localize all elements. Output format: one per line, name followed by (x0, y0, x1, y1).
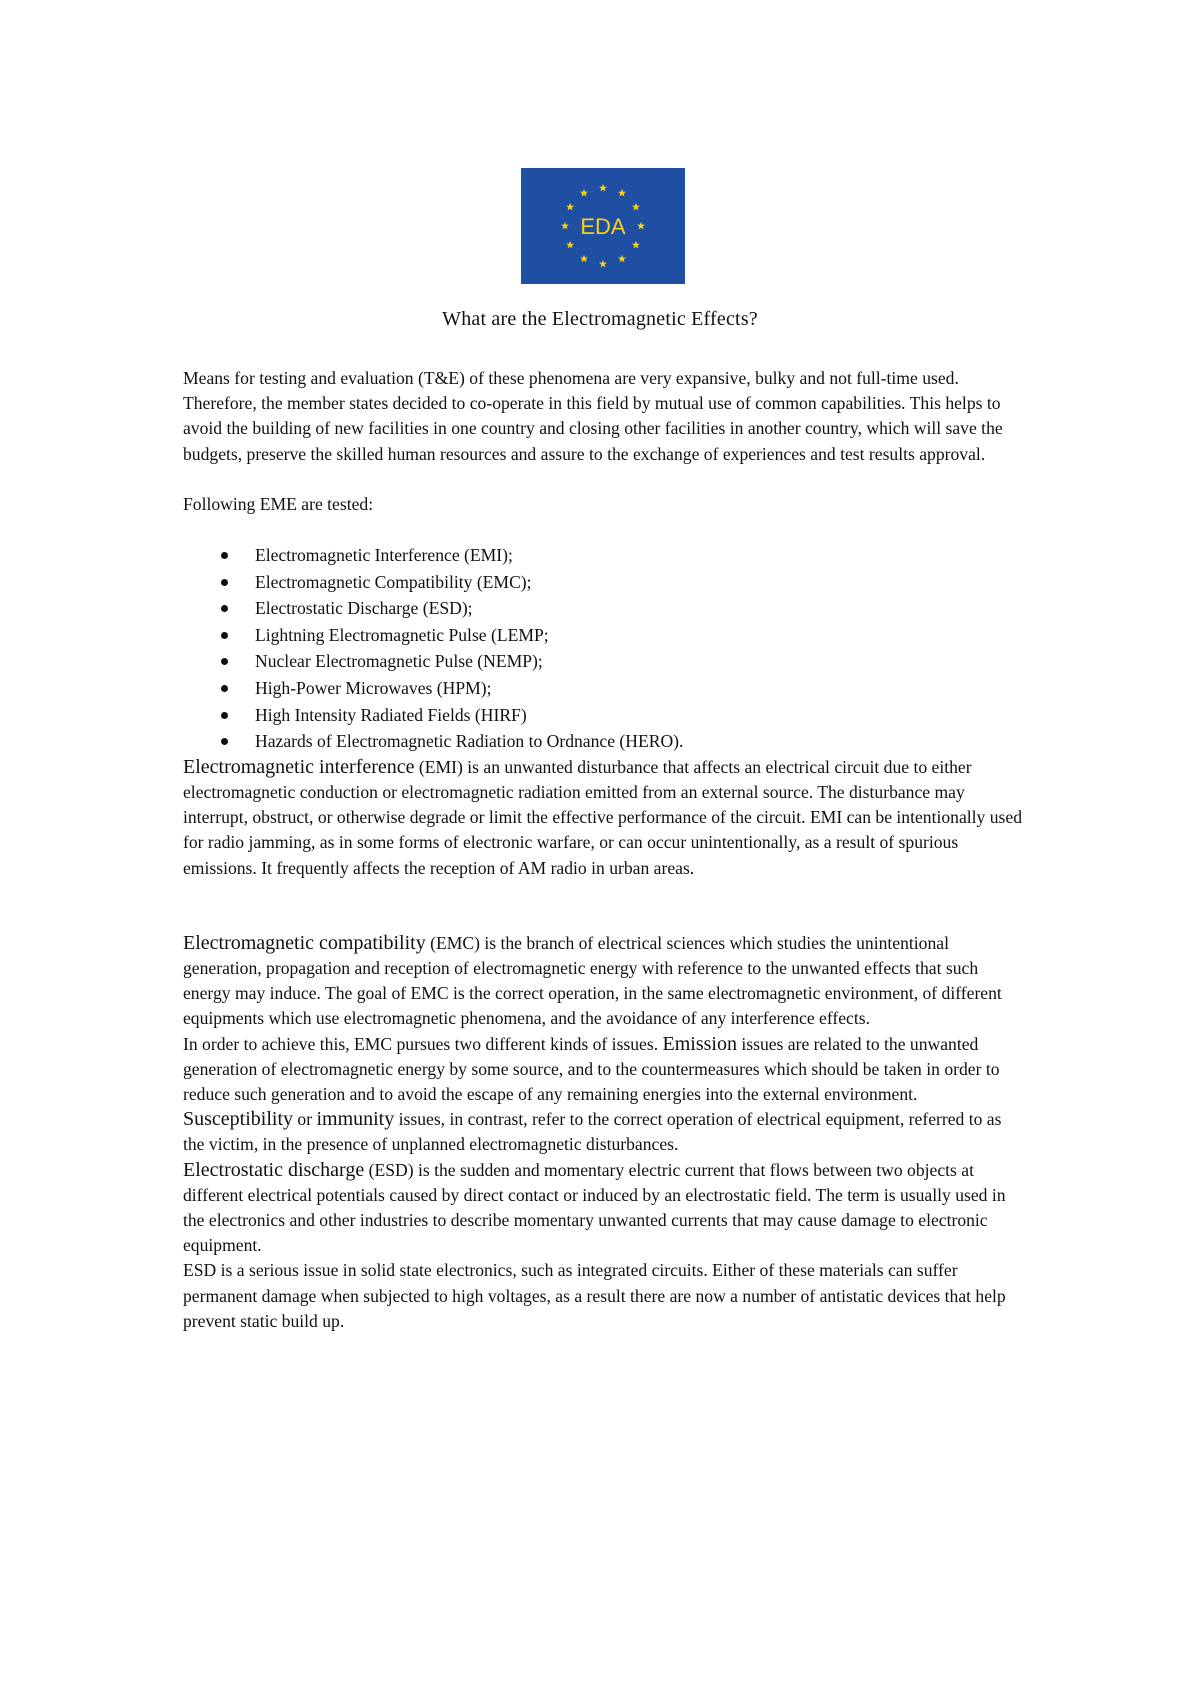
list-item: Nuclear Electromagnetic Pulse (NEMP); (183, 648, 1023, 675)
list-item: Lightning Electromagnetic Pulse (LEMP; (183, 622, 1023, 649)
list-item: Electromagnetic Interference (EMI); (183, 542, 1023, 569)
bullet-icon (221, 738, 228, 745)
bullet-icon (221, 605, 228, 612)
eda-logo (521, 168, 685, 284)
bullet-icon (221, 579, 228, 586)
emi-term: Electromagnetic interference (183, 755, 415, 778)
esd-term: Electrostatic discharge (183, 1158, 365, 1181)
eda-flag-icon (521, 168, 685, 284)
document-body (183, 366, 1023, 1334)
logo-text: EDA (580, 214, 626, 239)
bullet-icon (221, 685, 228, 692)
emission-term: Emission (662, 1032, 737, 1055)
emc-text: (EMC) is the branch of electrical sciences which studies the unintentional generation, propagation and reception of electromagnetic energy with reference to the unwanted effects that such energy may induce. The goal of EMC is the correct operation, in the same electromagnetic environment, of different equipments which use electromagnetic phenomena, and the avoidance of any interference effects. (183, 932, 1002, 1029)
susceptibility-term: Susceptibility (183, 1108, 293, 1131)
list-item: Hazards of Electromagnetic Radiation to Ordnance (HERO). (183, 728, 1023, 755)
list-item: High Intensity Radiated Fields (HIRF) (183, 702, 1023, 729)
emi-text: (EMI) is an unwanted disturbance that affects an electrical circuit due to either electromagnetic conduction or electromagnetic radiation emitted from an external source. The disturbance may interrupt, obstruct, or otherwise degrade or limit the effective performance of the circuit. EMI can be intentionally used for radio jamming, as in some forms of electronic warfare, or can occur unintentionally, as a result of spurious emissions. It frequently affects the reception of AM radio in urban areas. (183, 756, 1022, 878)
esd-paragraph (183, 1158, 1023, 1259)
list-item: Electromagnetic Compatibility (EMC); (183, 569, 1023, 596)
list-item: High-Power Microwaves (HPM); (183, 675, 1023, 702)
immunity-term: immunity (316, 1108, 395, 1131)
page-title: What are the Electromagnetic Effects? (442, 308, 758, 330)
list-intro: Following EME are tested: (183, 493, 374, 514)
emc-paragraph (183, 931, 1023, 1032)
bullet-icon (221, 552, 228, 559)
list-item: Electrostatic Discharge (ESD); (183, 595, 1023, 622)
intro-paragraph: Means for testing and evaluation (T&E) of these phenomena are very expansive, bulky and not full-time used. Therefore, the member states decided to co-operate in this field by mutual use of common capabilities. This helps to avoid the building of new facilities in one country and closing other facilities in another country, which will save the budgets, preserve the skilled human resources and assure to the exchange of experiences and test results approval. (183, 368, 1003, 464)
emc-term: Electromagnetic compatibility (183, 931, 426, 954)
bullet-icon (221, 658, 228, 665)
eme-list (183, 542, 1023, 755)
bullet-icon (221, 632, 228, 639)
esd-issue-paragraph: ESD is a serious issue in solid state electronics, such as integrated circuits. Either of these materials can suffer permanent damage when subjected to high voltages, as a result there are now a number of antistatic devices that help prevent static build up. (183, 1260, 1006, 1331)
emi-paragraph (183, 755, 1023, 881)
emc-issues-paragraph: In order to achieve this, EMC pursues two different kinds of issues. Emission issues are related to the unwanted generation of electromagnetic energy by some source, and to the countermeasures which should be taken in order to reduce such generation and to avoid the escape of any remaining energies into the external environment. Susceptibility or immunity issues, in contrast, refer to the correct operation of electrical equipment, referred to as the victim, in the presence of unplanned electromagnetic disturbances. (183, 1032, 1002, 1155)
esd-text: (ESD) is the sudden and momentary electric current that flows between two objects at different electrical potentials caused by direct contact or induced by an electrostatic field. The term is usually used in the electronics and other industries to describe momentary unwanted currents that may cause damage to electronic equipment. (183, 1159, 1006, 1256)
bullet-icon (221, 712, 228, 719)
